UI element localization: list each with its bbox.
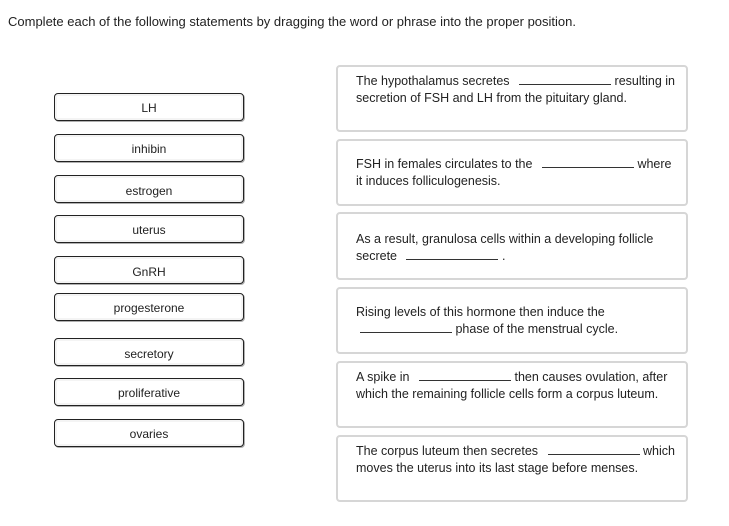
drop-target-blank[interactable] <box>419 369 511 381</box>
statement-5 <box>336 361 688 428</box>
statement-text: Rising levels of this hormone then induce the <box>356 305 605 319</box>
statement-6 <box>336 435 688 502</box>
word-chip-ovaries[interactable]: ovaries <box>54 419 244 447</box>
drop-target-blank[interactable] <box>542 156 634 168</box>
word-chip-proliferative[interactable]: proliferative <box>54 378 244 406</box>
statement-1 <box>336 65 688 132</box>
statement-2 <box>336 139 688 206</box>
statement-text: where it induces folliculogenesis. <box>356 157 672 188</box>
drop-target-blank[interactable] <box>360 321 452 333</box>
drop-target-blank[interactable] <box>519 73 611 85</box>
statement-text: which moves the uterus into its last stage before menses. <box>356 444 675 475</box>
statement-text: A spike in <box>356 370 410 384</box>
statement-4 <box>336 287 688 354</box>
statement-text: As a result, granulosa cells within a developing follicle secrete <box>356 232 654 263</box>
statement-text: . <box>501 249 506 263</box>
word-chip-gnrh[interactable]: GnRH <box>54 256 244 284</box>
word-chip-uterus[interactable]: uterus <box>54 215 244 243</box>
drop-target-blank[interactable] <box>548 443 640 455</box>
word-chip-inhibin[interactable]: inhibin <box>54 134 244 162</box>
word-chip-secretory[interactable]: secretory <box>54 338 244 366</box>
statement-text: FSH in females circulates to the <box>356 157 533 171</box>
drop-target-blank[interactable] <box>406 248 498 260</box>
word-chip-lh[interactable]: LH <box>54 93 244 121</box>
statement-text: The hypothalamus secretes <box>356 74 510 88</box>
statement-text: resulting in secretion of FSH and LH from the pituitary gland. <box>356 74 675 105</box>
word-chip-estrogen[interactable]: estrogen <box>54 175 244 203</box>
statement-text: then causes ovulation, after which the remaining follicle cells form a corpus luteum. <box>356 370 668 401</box>
statement-3 <box>336 212 688 280</box>
statement-text: phase of the menstrual cycle. <box>455 322 619 336</box>
statement-text: The corpus luteum then secretes <box>356 444 539 458</box>
word-chip-progesterone[interactable]: progesterone <box>54 293 244 321</box>
instruction-text: Complete each of the following statements by dragging the word or phrase into the proper position. <box>8 14 577 29</box>
